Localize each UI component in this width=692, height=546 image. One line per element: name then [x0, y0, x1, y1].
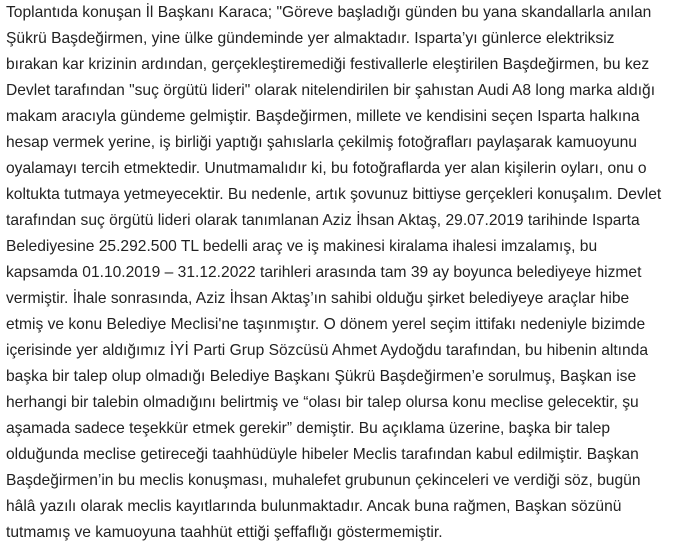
article-line: içerisinde yer aldığımız İYİ Parti Grup Sözcüsü Ahmet Aydoğdu tarafından, bu hibenin altında: [6, 342, 649, 359]
article-line: Başdeğirmen’in bu meclis konuşması, muhalefet grubunun çekinceleri ve verdiği söz, bugün: [6, 472, 641, 489]
article-line: Belediyesine 25.292.500 TL bedelli araç ve iş makinesi kiralama ihalesi imzalamış, bu: [6, 238, 598, 255]
article-line: oyalamayı tercih etmektedir. Unutmamalıdır ki, bu fotoğraflarda yer alan kişilerin oyları, onu o: [6, 160, 647, 177]
article-line: başka bir talep olup olmadığı Belediye Başkanı Şükrü Başdeğirmen’e sorulmuş, Başkan ise: [6, 368, 637, 385]
article-line: vermiştir. İhale sonrasında, Aziz İhsan Aktaş’ın sahibi olduğu şirket belediyeye araçlar hibe: [6, 290, 630, 307]
article-line: bırakan kar krizinin ardından, gerçekleştiremediği festivallerle eleştirilen Başdeğirmen, bu kez: [6, 56, 650, 73]
article-line: herhangi bir talebin olmadığını belirtmiş ve “olası bir talep olursa konu meclise gelecektir, şu: [6, 394, 639, 411]
article-line: koltukta tutmaya yetmeyecektir. Bu nedenle, artık şovunuz bittiyse gerçekleri konuşalım. Devlet: [6, 186, 662, 203]
article-line: Toplantıda konuşan İl Başkanı Karaca; "Göreve başladığı günden bu yana skandallarla anılan: [6, 4, 652, 21]
article-line: Şükrü Başdeğirmen, yine ülke gündeminde yer almaktadır. Isparta’yı günlerce elektriksiz: [6, 30, 615, 47]
article-line: tutmamış ve kamuoyuna taahhüt ettiği şeffaflığı göstermemiştir.: [6, 524, 443, 541]
article-line: aşamada sadece teşekkür etmek gerekir” demiştir. Bu açıklama üzerine, başka bir talep: [6, 420, 611, 437]
article-line: etmiş ve konu Belediye Meclisi'ne taşınmıştır. O dönem yerel seçim ittifakı nedeniyle bizimde: [6, 316, 646, 333]
article-line: hesap vermek yerine, iş birliği yaptığı şahıslarla çekilmiş fotoğrafları paylaşarak kamuoyunu: [6, 134, 637, 151]
article-line: makam aracıyla gündeme gelmiştir. Başdeğirmen, millete ve kendisini seçen Isparta halkına: [6, 108, 640, 125]
article-line: tarafından suç örgütü lideri olarak tanımlanan Aziz İhsan Aktaş, 29.07.2019 tarihinde Isparta: [6, 212, 640, 229]
article-body: [6, 0, 690, 546]
article-line: hâlâ yazılı olarak meclis kayıtlarında bulunmaktadır. Ancak buna rağmen, Başkan sözünü: [6, 498, 622, 515]
article-line: Devlet tarafından "suç örgütü lideri" olarak nitelendirilen bir şahıstan Audi A8 long marka aldığı: [6, 82, 656, 99]
article-line: kapsamda 01.10.2019 – 31.12.2022 tarihleri arasında tam 39 ay boyunca belediyeye hizmet: [6, 264, 642, 281]
article-line: olduğunda meclise getireceği taahhüdüyle hibeler Meclis tarafından kabul edilmiştir. Başkan: [6, 446, 639, 463]
